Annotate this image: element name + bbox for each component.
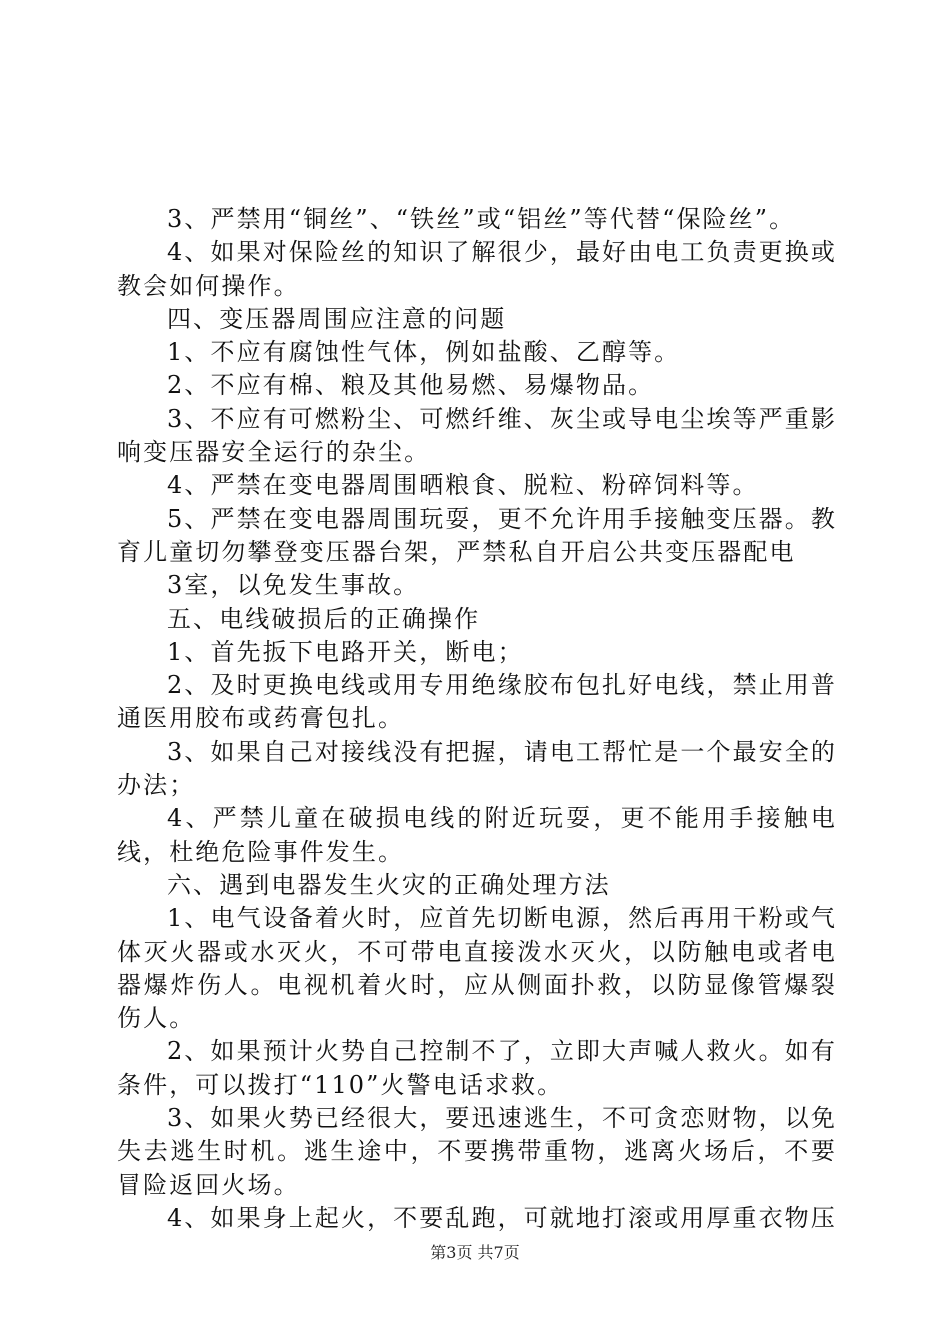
paragraph: 3、如果自己对接线没有把握，请电工帮忙是一个最安全的办法； xyxy=(117,737,837,800)
paragraph: 3、不应有可燃粉尘、可燃纤维、灰尘或导电尘埃等严重影响变压器安全运行的杂尘。 xyxy=(117,404,837,467)
paragraph: 3、严禁用“铜丝”、“铁丝”或“铝丝”等代替“保险丝”。 xyxy=(167,205,796,233)
paragraph: 4、严禁儿童在破损电线的附近玩耍，更不能用手接触电线，杜绝危险事件发生。 xyxy=(117,804,837,866)
paragraph: 1、首先扳下电路开关，断电； xyxy=(167,637,524,666)
paragraph: 5、严禁在变电器周围玩耍，更不允许用手接触变压器。教育儿童切勿攀登变压器台架，严禁私自开启公共变压器配电 xyxy=(117,504,837,566)
paragraph: 3、如果火势已经很大，要迅速逃生，不可贪恋财物，以免失去逃生时机。逃生途中，不要携带重物，逃离火场后，不要冒险返回火场。 xyxy=(117,1104,837,1199)
paragraph: 4、如果对保险丝的知识了解很少，最好由电工负责更换或教会如何操作。 xyxy=(117,238,837,300)
paragraph: 2、如果预计火势自己控制不了，立即大声喊人救火。如有条件，可以拨打“110”火警电话求救。 xyxy=(117,1037,837,1099)
document-body xyxy=(117,203,837,1235)
paragraph: 1、电气设备着火时，应首先切断电源，然后再用干粉或气体灭火器或水灭火，不可带电直接泼水灭火，以防触电或者电器爆炸伤人。电视机着火时，应从侧面扑救，以防显像管爆裂伤人。 xyxy=(117,904,837,1033)
paragraph: 2、不应有棉、粮及其他易燃、易爆物品。 xyxy=(167,371,655,400)
section-heading: 六、遇到电器发生火灾的正确处理方法 xyxy=(167,870,611,899)
paragraph: 1、不应有腐蚀性气体，例如盐酸、乙醇等。 xyxy=(167,338,681,367)
paragraph: 3室，以免发生事故。 xyxy=(167,571,420,600)
section-heading: 五、电线破损后的正确操作 xyxy=(167,604,481,633)
paragraph: 4、如果身上起火，不要乱跑，可就地打滚或用厚重衣物压 xyxy=(167,1203,837,1232)
section-heading: 四、变压器周围应注意的问题 xyxy=(167,304,507,333)
paragraph: 2、及时更换电线或用专用绝缘胶布包扎好电线，禁止用普通医用胶布或药膏包扎。 xyxy=(117,671,837,733)
page-number-footer: 第3页 共7页 xyxy=(430,1243,520,1262)
paragraph: 4、严禁在变电器周围晒粮食、脱粒、粉碎饲料等。 xyxy=(167,471,759,500)
